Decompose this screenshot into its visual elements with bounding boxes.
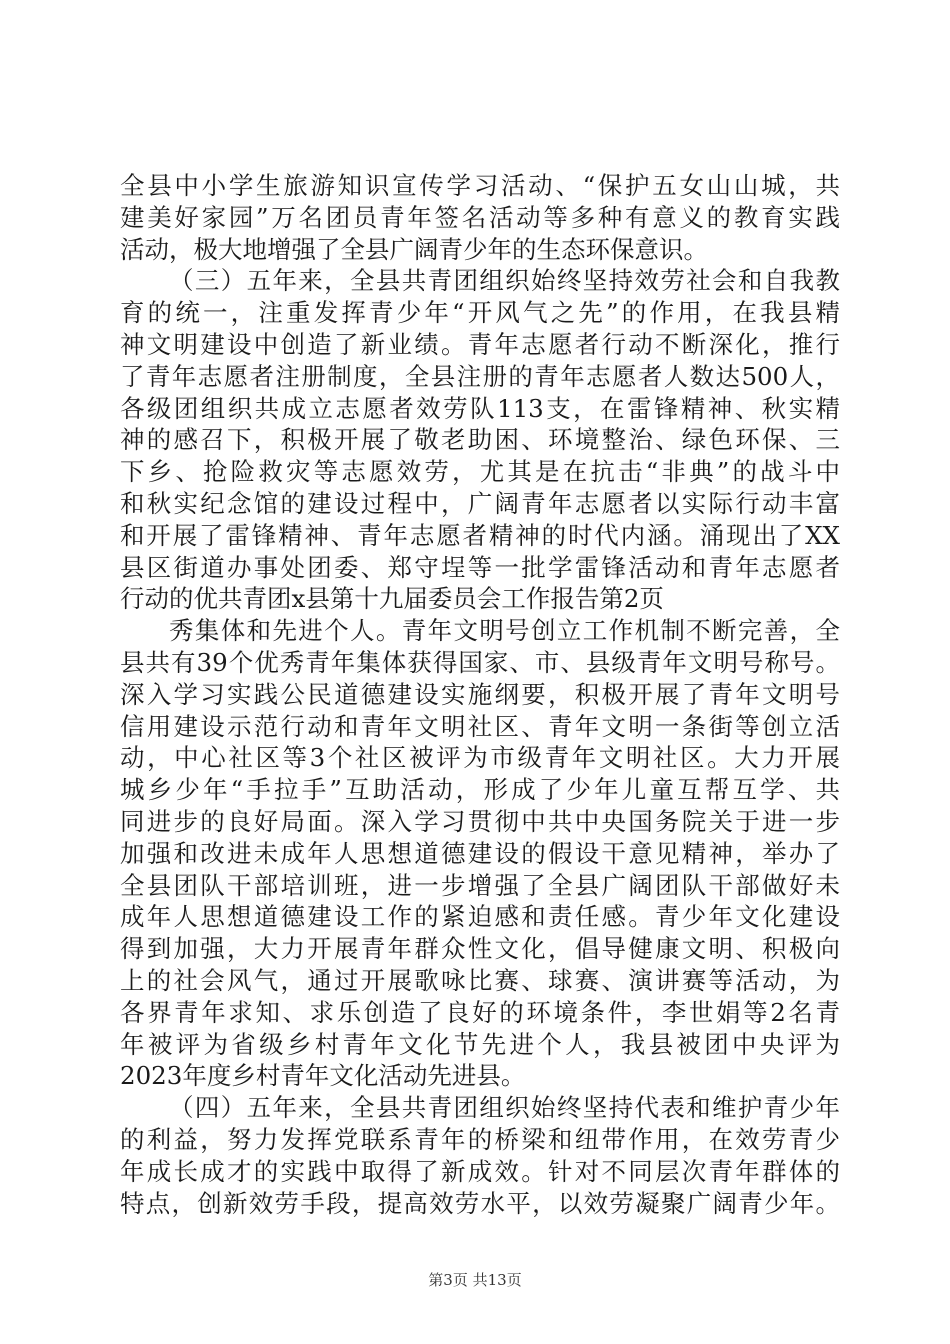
text-line: 神文明建设中创造了新业绩。青年志愿者行动不断深化，推行 [120,329,840,359]
text-line: 各级团组织共成立志愿者效劳队113支，在雷锋精神、秋实精 [120,393,840,423]
text-line: 城乡少年“手拉手”互助活动，形成了少年儿童互帮互学、共 [120,775,840,805]
text-line: 的利益，努力发挥党联系青年的桥梁和纽带作用，在效劳青少 [120,1124,840,1154]
body-text [120,170,840,1219]
text-line: 县共有39个优秀青年集体获得国家、市、县级青年文明号称号。 [120,647,840,677]
text-line: 育的统一，注重发挥青少年“开风气之先”的作用，在我县精 [120,298,840,328]
text-line: 了青年志愿者注册制度，全县注册的青年志愿者人数达500人， [120,361,840,391]
text-line: 下乡、抢险救灾等志愿效劳，尤其是在抗击“非典”的战斗中 [120,457,840,487]
text-line: （三）五年来，全县共青团组织始终坚持效劳社会和自我教 [169,266,840,296]
text-line: 同进步的良好局面。深入学习贯彻中共中央国务院关于进一步 [120,806,840,836]
text-line: 年被评为省级乡村青年文化节先进个人，我县被团中央评为 [120,1029,840,1059]
text-line: 加强和改进未成年人思想道德建设的假设干意见精神，举办了 [120,838,840,868]
text-line: 特点，创新效劳手段，提高效劳水平，以效劳凝聚广阔青少年。 [120,1188,840,1218]
text-line: 秀集体和先进个人。青年文明号创立工作机制不断完善，全 [169,616,840,646]
text-line: 全县中小学生旅游知识宣传学习活动、“保护五女山山城，共 [120,171,840,200]
text-line: 建美好家园”万名团员青年签名活动等多种有意义的教育实践 [120,202,840,232]
text-line: 全县团队干部培训班，进一步增强了全县广阔团队干部做好未 [120,870,840,900]
text-line: 2023年度乡村青年文化活动先进县。 [120,1061,526,1091]
text-line: 年成长成才的实践中取得了新成效。针对不同层次青年群体的 [120,1156,840,1186]
text-line: （四）五年来，全县共青团组织始终坚持代表和维护青少年 [169,1093,840,1123]
text-line: 行动的优共青团x县第十九届委员会工作报告第2页 [120,584,664,614]
text-line: 活动，极大地增强了全县广阔青少年的生态环保意识。 [120,234,708,264]
text-line: 上的社会风气，通过开展歌咏比赛、球赛、演讲赛等活动，为 [120,965,840,995]
text-line: 和秋实纪念馆的建设过程中，广阔青年志愿者以实际行动丰富 [120,488,840,518]
text-line: 县区街道办事处团委、郑守埕等一批学雷锋活动和青年志愿者 [120,552,840,582]
text-line: 和开展了雷锋精神、青年志愿者精神的时代内涵。涌现出了XX [120,520,840,550]
page-footer: 第3页 共13页 [428,1271,522,1289]
text-line: 动，中心社区等3个社区被评为市级青年文明社区。大力开展 [120,743,840,773]
text-line: 得到加强，大力开展青年群众性文化，倡导健康文明、积极向 [120,934,840,964]
text-line: 信用建设示范行动和青年文明社区、青年文明一条街等创立活 [120,711,840,741]
text-line: 各界青年求知、求乐创造了良好的环境条件，李世娟等2名青 [120,997,840,1027]
text-line: 神的感召下，积极开展了敬老助困、环境整治、绿色环保、三 [120,425,840,455]
text-line: 深入学习实践公民道德建设实施纲要，积极开展了青年文明号 [120,679,840,709]
text-line: 成年人思想道德建设工作的紧迫感和责任感。青少年文化建设 [120,902,840,932]
